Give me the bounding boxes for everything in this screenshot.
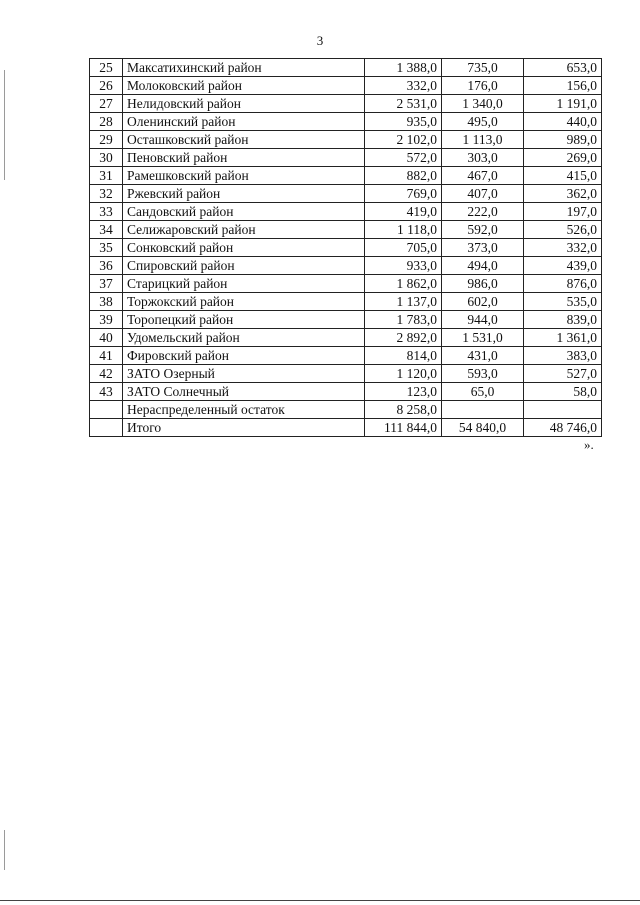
table-row	[90, 59, 602, 77]
total-amount-cell: 2 102,0	[365, 131, 442, 149]
district-name-cell: Нераспределенный остаток	[123, 401, 365, 419]
amount-column-3-cell: 439,0	[524, 257, 602, 275]
total-amount-cell: 572,0	[365, 149, 442, 167]
amount-column-2-cell: 986,0	[442, 275, 524, 293]
table-row	[90, 221, 602, 239]
total-amount-cell: 1 118,0	[365, 221, 442, 239]
table-row	[90, 149, 602, 167]
amount-column-2-cell: 65,0	[442, 383, 524, 401]
row-number-cell: 28	[90, 113, 123, 131]
table-row	[90, 131, 602, 149]
amount-column-3-cell: 269,0	[524, 149, 602, 167]
amount-column-3-cell: 535,0	[524, 293, 602, 311]
amount-column-3-cell: 876,0	[524, 275, 602, 293]
district-name-cell: Удомельский район	[123, 329, 365, 347]
total-amount-cell: 2 531,0	[365, 95, 442, 113]
district-name-cell: Осташковский район	[123, 131, 365, 149]
table-row	[90, 419, 602, 437]
district-name-cell: Старицкий район	[123, 275, 365, 293]
amount-column-2-cell: 431,0	[442, 347, 524, 365]
table-row	[90, 329, 602, 347]
row-number-cell: 37	[90, 275, 123, 293]
row-number-cell: 36	[90, 257, 123, 275]
amount-column-2-cell: 735,0	[442, 59, 524, 77]
total-amount-cell: 8 258,0	[365, 401, 442, 419]
district-name-cell: Торопецкий район	[123, 311, 365, 329]
amount-column-2-cell: 303,0	[442, 149, 524, 167]
district-name-cell: Пеновский район	[123, 149, 365, 167]
allocation-table	[89, 58, 602, 437]
amount-column-2-cell: 373,0	[442, 239, 524, 257]
district-name-cell: Сонковский район	[123, 239, 365, 257]
amount-column-2-cell: 467,0	[442, 167, 524, 185]
table-row	[90, 257, 602, 275]
table-row	[90, 383, 602, 401]
table-row	[90, 365, 602, 383]
row-number-cell: 42	[90, 365, 123, 383]
district-name-cell: ЗАТО Солнечный	[123, 383, 365, 401]
district-name-cell: Максатихинский район	[123, 59, 365, 77]
amount-column-3-cell: 653,0	[524, 59, 602, 77]
amount-column-3-cell: 527,0	[524, 365, 602, 383]
row-number-cell: 34	[90, 221, 123, 239]
row-number-cell	[90, 401, 123, 419]
row-number-cell: 39	[90, 311, 123, 329]
amount-column-2-cell: 1 113,0	[442, 131, 524, 149]
total-amount-cell: 769,0	[365, 185, 442, 203]
amount-column-3-cell: 839,0	[524, 311, 602, 329]
total-amount-cell: 123,0	[365, 383, 442, 401]
total-amount-cell: 882,0	[365, 167, 442, 185]
amount-column-3-cell	[524, 401, 602, 419]
amount-column-3-cell: 526,0	[524, 221, 602, 239]
row-number-cell: 25	[90, 59, 123, 77]
amount-column-3-cell: 156,0	[524, 77, 602, 95]
total-amount-cell: 814,0	[365, 347, 442, 365]
row-number-cell: 26	[90, 77, 123, 95]
amount-column-2-cell: 495,0	[442, 113, 524, 131]
amount-column-3-cell: 989,0	[524, 131, 602, 149]
table-row	[90, 401, 602, 419]
scan-edge-mark	[4, 830, 5, 870]
row-number-cell: 29	[90, 131, 123, 149]
district-name-cell: Итого	[123, 419, 365, 437]
amount-column-3-cell: 1 191,0	[524, 95, 602, 113]
amount-column-3-cell: 440,0	[524, 113, 602, 131]
row-number-cell: 31	[90, 167, 123, 185]
total-amount-cell: 705,0	[365, 239, 442, 257]
amount-column-3-cell: 362,0	[524, 185, 602, 203]
total-amount-cell: 1 120,0	[365, 365, 442, 383]
table-row	[90, 311, 602, 329]
amount-column-2-cell: 54 840,0	[442, 419, 524, 437]
table-row	[90, 113, 602, 131]
table-row	[90, 77, 602, 95]
amount-column-3-cell: 58,0	[524, 383, 602, 401]
district-name-cell: Молоковский район	[123, 77, 365, 95]
total-amount-cell: 2 892,0	[365, 329, 442, 347]
district-name-cell: Нелидовский район	[123, 95, 365, 113]
amount-column-2-cell: 1 531,0	[442, 329, 524, 347]
closing-quote: ».	[584, 437, 594, 452]
amount-column-2-cell	[442, 401, 524, 419]
total-amount-cell: 1 783,0	[365, 311, 442, 329]
amount-column-2-cell: 1 340,0	[442, 95, 524, 113]
district-name-cell: Оленинский район	[123, 113, 365, 131]
amount-column-2-cell: 176,0	[442, 77, 524, 95]
row-number-cell: 41	[90, 347, 123, 365]
district-name-cell: Торжокский район	[123, 293, 365, 311]
amount-column-3-cell: 332,0	[524, 239, 602, 257]
total-amount-cell: 933,0	[365, 257, 442, 275]
amount-column-2-cell: 592,0	[442, 221, 524, 239]
scan-edge-mark	[4, 70, 5, 180]
table-row	[90, 293, 602, 311]
amount-column-3-cell: 415,0	[524, 167, 602, 185]
table-body	[90, 59, 602, 437]
total-amount-cell: 332,0	[365, 77, 442, 95]
amount-column-3-cell: 48 746,0	[524, 419, 602, 437]
table-row	[90, 95, 602, 113]
district-name-cell: Спировский район	[123, 257, 365, 275]
row-number-cell: 27	[90, 95, 123, 113]
district-name-cell: Ржевский район	[123, 185, 365, 203]
row-number-cell: 38	[90, 293, 123, 311]
table-row	[90, 203, 602, 221]
amount-column-2-cell: 494,0	[442, 257, 524, 275]
amount-column-2-cell: 593,0	[442, 365, 524, 383]
row-number-cell: 35	[90, 239, 123, 257]
district-name-cell: Селижаровский район	[123, 221, 365, 239]
row-number-cell: 30	[90, 149, 123, 167]
amount-column-2-cell: 602,0	[442, 293, 524, 311]
amount-column-3-cell: 383,0	[524, 347, 602, 365]
total-amount-cell: 1 388,0	[365, 59, 442, 77]
total-amount-cell: 419,0	[365, 203, 442, 221]
district-name-cell: ЗАТО Озерный	[123, 365, 365, 383]
amount-column-2-cell: 944,0	[442, 311, 524, 329]
district-name-cell: Фировский район	[123, 347, 365, 365]
amount-column-2-cell: 222,0	[442, 203, 524, 221]
district-name-cell: Рамешковский район	[123, 167, 365, 185]
amount-column-2-cell: 407,0	[442, 185, 524, 203]
table-row	[90, 185, 602, 203]
table-row	[90, 347, 602, 365]
table-row	[90, 239, 602, 257]
row-number-cell	[90, 419, 123, 437]
row-number-cell: 40	[90, 329, 123, 347]
total-amount-cell: 111 844,0	[365, 419, 442, 437]
total-amount-cell: 1 137,0	[365, 293, 442, 311]
total-amount-cell: 935,0	[365, 113, 442, 131]
total-amount-cell: 1 862,0	[365, 275, 442, 293]
row-number-cell: 32	[90, 185, 123, 203]
district-name-cell: Сандовский район	[123, 203, 365, 221]
table-row	[90, 167, 602, 185]
amount-column-3-cell: 1 361,0	[524, 329, 602, 347]
scan-bottom-edge	[0, 900, 640, 901]
row-number-cell: 43	[90, 383, 123, 401]
table-row	[90, 275, 602, 293]
amount-column-3-cell: 197,0	[524, 203, 602, 221]
page-number: 3	[316, 33, 324, 48]
row-number-cell: 33	[90, 203, 123, 221]
